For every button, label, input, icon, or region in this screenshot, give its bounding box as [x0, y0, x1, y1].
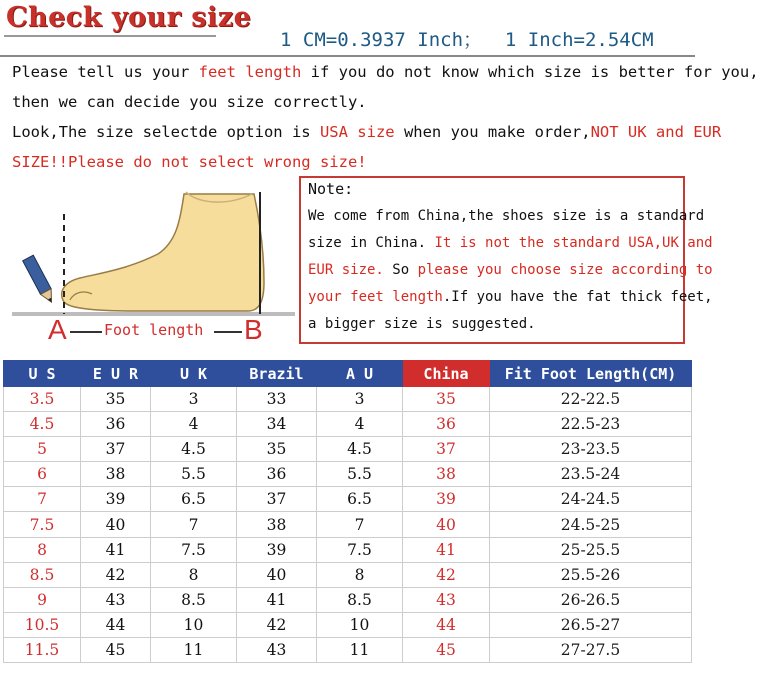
cell-brazil: 38 — [237, 512, 317, 537]
cell-brazil: 34 — [237, 412, 317, 437]
note-line-5: a bigger size is suggested. — [308, 316, 536, 332]
header-brazil: Brazil — [237, 361, 317, 387]
cell-eur: 45 — [81, 637, 151, 662]
cell-uk: 4 — [151, 412, 237, 437]
cell-uk: 7 — [151, 512, 237, 537]
cell-au: 8 — [317, 562, 403, 587]
note-text: So — [383, 262, 418, 278]
note-line-3 — [308, 262, 713, 278]
cell-eur: 40 — [81, 512, 151, 537]
cell-brazil: 36 — [237, 462, 317, 487]
intro-line-4: SIZE!!Please do not select wrong size! — [12, 153, 367, 171]
header-divider — [0, 55, 695, 57]
cell-china: 40 — [403, 512, 490, 537]
header-uk: U K — [151, 361, 237, 387]
cell-uk: 11 — [151, 637, 237, 662]
cell-au: 6.5 — [317, 487, 403, 512]
title-underline — [4, 35, 216, 37]
cell-china: 38 — [403, 462, 490, 487]
cell-us: 7 — [4, 487, 81, 512]
note-heading: Note: — [308, 180, 354, 198]
table-row — [4, 437, 692, 462]
intro-line-2: then we can decide you size correctly. — [12, 93, 367, 111]
cell-fit: 22.5-23 — [490, 412, 692, 437]
cell-fit: 23.5-24 — [490, 462, 692, 487]
arrow-left — [70, 331, 102, 333]
cell-uk: 7.5 — [151, 537, 237, 562]
cell-us: 4.5 — [4, 412, 81, 437]
cell-uk: 4.5 — [151, 437, 237, 462]
cell-au: 10 — [317, 612, 403, 637]
table-row — [4, 462, 692, 487]
cell-brazil: 33 — [237, 387, 317, 412]
intro-highlight: USA size — [319, 123, 395, 141]
cell-uk: 5.5 — [151, 462, 237, 487]
cell-fit: 22-22.5 — [490, 387, 692, 412]
table-row — [4, 512, 692, 537]
cell-brazil: 43 — [237, 637, 317, 662]
cell-au: 5.5 — [317, 462, 403, 487]
cell-au: 4.5 — [317, 437, 403, 462]
cell-china: 43 — [403, 587, 490, 612]
cell-fit: 25-25.5 — [490, 537, 692, 562]
note-box — [299, 176, 713, 344]
label-foot-length: Foot length — [104, 321, 204, 339]
cell-china: 36 — [403, 412, 490, 437]
cell-au: 11 — [317, 637, 403, 662]
label-a: A — [48, 314, 67, 345]
cell-uk: 8 — [151, 562, 237, 587]
header-us: U S — [4, 361, 81, 387]
table-row — [4, 562, 692, 587]
size-chart-table — [3, 360, 692, 663]
table-row — [4, 487, 692, 512]
cell-brazil: 39 — [237, 537, 317, 562]
cell-brazil: 40 — [237, 562, 317, 587]
note-text: .If you have the fat thick feet, — [442, 289, 713, 305]
table-row — [4, 412, 692, 437]
cell-fit: 25.5-26 — [490, 562, 692, 587]
cell-eur: 35 — [81, 387, 151, 412]
foot-diagram — [8, 182, 298, 352]
pencil-icon — [23, 255, 57, 305]
cell-fit: 24.5-25 — [490, 512, 692, 537]
cell-china: 35 — [403, 387, 490, 412]
note-text: size in China. — [308, 235, 427, 251]
intro-text: Look,The size selectde option is — [12, 123, 320, 141]
cell-china: 37 — [403, 437, 490, 462]
intro-highlight: feet length — [198, 63, 302, 81]
header-au: A U — [317, 361, 403, 387]
cell-eur: 42 — [81, 562, 151, 587]
cell-brazil: 41 — [237, 587, 317, 612]
cell-au: 3 — [317, 387, 403, 412]
intro-line-3 — [12, 118, 721, 147]
cell-fit: 24-24.5 — [490, 487, 692, 512]
cell-au: 7.5 — [317, 537, 403, 562]
intro-line-1 — [12, 58, 759, 87]
note-highlight: your feet length — [308, 289, 443, 305]
note-highlight: It is not the standard USA,UK and — [426, 235, 713, 251]
cell-china: 39 — [403, 487, 490, 512]
cell-au: 7 — [317, 512, 403, 537]
table-row — [4, 612, 692, 637]
label-b: B — [244, 314, 263, 345]
table-row — [4, 587, 692, 612]
cell-eur: 41 — [81, 537, 151, 562]
cell-china: 44 — [403, 612, 490, 637]
cell-eur: 36 — [81, 412, 151, 437]
cell-china: 41 — [403, 537, 490, 562]
cell-uk: 10 — [151, 612, 237, 637]
cell-fit: 23-23.5 — [490, 437, 692, 462]
note-line-4 — [308, 289, 713, 305]
cell-eur: 44 — [81, 612, 151, 637]
cell-us: 11.5 — [4, 637, 81, 662]
intro-text: Please tell us your — [12, 63, 199, 81]
cell-brazil: 37 — [237, 487, 317, 512]
cell-us: 7.5 — [4, 512, 81, 537]
cell-us: 9 — [4, 587, 81, 612]
cell-au: 4 — [317, 412, 403, 437]
note-line-2 — [308, 235, 713, 251]
cell-china: 45 — [403, 637, 490, 662]
table-row — [4, 387, 692, 412]
table-header-row — [4, 361, 692, 387]
cell-us: 6 — [4, 462, 81, 487]
intro-text: when you make order, — [394, 123, 591, 141]
cell-us: 8.5 — [4, 562, 81, 587]
cell-eur: 38 — [81, 462, 151, 487]
cell-uk: 6.5 — [151, 487, 237, 512]
cell-brazil: 42 — [237, 612, 317, 637]
cell-china: 42 — [403, 562, 490, 587]
cell-uk: 8.5 — [151, 587, 237, 612]
cell-eur: 39 — [81, 487, 151, 512]
unit-conversion: 1 CM=0.3937 Inch； 1 Inch=2.54CM — [280, 29, 654, 51]
cell-au: 8.5 — [317, 587, 403, 612]
page-title: Check your size — [6, 2, 252, 33]
cell-fit: 27-27.5 — [490, 637, 692, 662]
cell-us: 5 — [4, 437, 81, 462]
cell-uk: 3 — [151, 387, 237, 412]
header-china: China — [403, 361, 490, 387]
cell-fit: 26-26.5 — [490, 587, 692, 612]
table-row — [4, 537, 692, 562]
cell-us: 3.5 — [4, 387, 81, 412]
intro-text: if you do not know which size is better for you, — [301, 63, 759, 81]
arrow-right — [214, 331, 242, 333]
cell-fit: 26.5-27 — [490, 612, 692, 637]
cell-brazil: 35 — [237, 437, 317, 462]
cell-us: 8 — [4, 537, 81, 562]
intro-highlight: NOT UK and EUR — [590, 123, 722, 141]
cell-eur: 43 — [81, 587, 151, 612]
table-body — [4, 387, 692, 663]
table-row — [4, 637, 692, 662]
header-fit-length: Fit Foot Length(CM) — [490, 361, 692, 387]
note-highlight: EUR size. — [308, 262, 384, 278]
note-highlight: please you choose size according to — [417, 262, 713, 278]
cell-us: 10.5 — [4, 612, 81, 637]
cell-eur: 37 — [81, 437, 151, 462]
header-eur: E U R — [81, 361, 151, 387]
note-line-1: We come from China,the shoes size is a standard — [308, 208, 705, 224]
